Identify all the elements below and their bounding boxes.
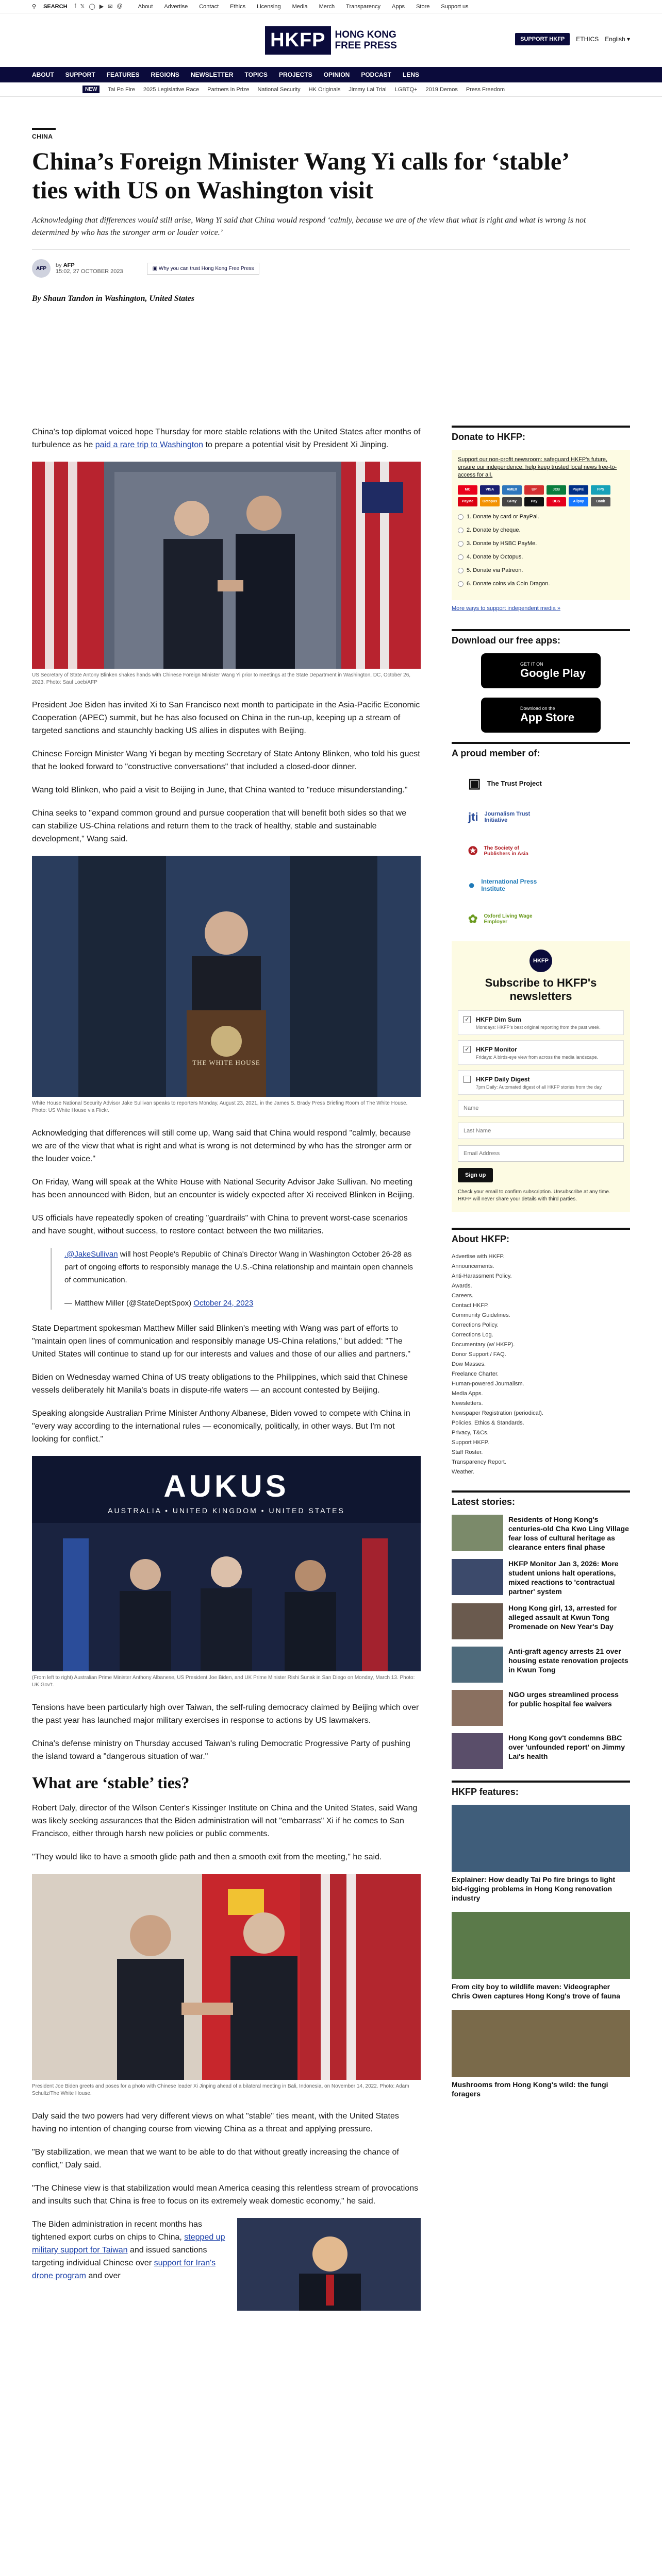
about-link[interactable]: Documentary (w/ HKFP). [452,1342,515,1348]
latest-story[interactable] [452,1559,630,1596]
logo-line: FREE PRESS [335,40,397,51]
publish-date: 15:02, 27 OCTOBER 2023 [56,268,123,275]
trust-icon: ▣ [152,265,158,272]
story-title[interactable]: Hong Kong gov't condemns BBC over 'unfounded report' on Jimmy Lai's health [508,1734,625,1760]
member-logo[interactable] [452,868,630,902]
paragraph: Wang told Blinken, who paid a visit to Beijing in June, that China wanted to "reduce misunderstanding." [32,786,408,794]
nav-item[interactable]: TOPICS [244,71,268,78]
radio-icon [458,581,464,587]
donate-option[interactable] [458,540,624,547]
article-author: By Shaun Tandon in Washington, United States [32,294,194,303]
story-thumbnail[interactable] [452,1647,503,1683]
figure [32,1874,421,2097]
sidebar [452,426,630,2108]
nav-item[interactable]: NEWSLETTER [190,71,234,78]
inline-link[interactable]: support for Iran's drone program [32,2259,216,2280]
checkbox[interactable]: ✓ [464,1046,471,1053]
photo-biden-xi [32,1874,421,2080]
option-label: 5. Donate via Patreon. [467,567,523,573]
photo-caption: (From left to right) Australian Prime Minister Anthony Albanese, US President Joe Biden, and UK Prime Minister Rishi Sunak in San Diego on Monday, March 13. Photo: UK Gov't. [32,1675,415,1688]
trending-item[interactable]: HK Originals [308,86,341,93]
about-links [452,1252,630,1477]
google-play-badge[interactable] [481,653,601,688]
article-body [32,426,421,2311]
member-name: International Press Institute [481,878,537,892]
option-text [476,1015,601,1030]
figure [32,1456,421,1689]
photo-blinken-wang [32,462,421,669]
checkbox[interactable]: ✓ [464,1016,471,1023]
option-name: HKFP Monitor [476,1046,517,1053]
last-name-input[interactable]: Last Name [458,1123,624,1139]
youtube-icon[interactable]: ▶ [99,4,104,10]
byline [32,259,630,278]
paragraph: Chinese Foreign Minister Wang Yi began by meeting Secretary of State Antony Blinken, who told his guest that he looked forward to "constructive conversations" that included a closed-door dinner. [32,750,420,771]
radio-icon [458,514,464,520]
option-text [476,1075,603,1090]
top-link[interactable]: Merch [319,3,335,10]
language-label: English [605,36,625,43]
app-store-badge[interactable] [481,698,601,733]
language-selector[interactable]: English ▾ [605,36,630,43]
trending-item[interactable]: National Security [257,86,301,93]
member-name: The Trust Project [487,779,542,787]
feature-story[interactable] [452,1805,630,1903]
option-desc: Fridays: A birds-eye view from across the media landscape. [476,1055,599,1060]
payment-method-icon: Bank [591,497,610,506]
latest-story[interactable] [452,1603,630,1639]
photo-caption: White House National Security Advisor Jake Sullivan speaks to reporters Monday, August 23, 2021, in the James S. Brady Press Briefing Room of The White House. Photo: US White House via Flickr. [32,1100,408,1113]
feature-story[interactable] [452,2010,630,2098]
header-actions [515,33,630,45]
radio-icon [458,568,464,573]
nav-item[interactable]: OPINION [323,71,350,78]
site-logo[interactable] [265,26,397,55]
about-link[interactable]: Careers. [452,1293,474,1299]
trending-item[interactable]: Jimmy Lai Trial [349,86,387,93]
about-link[interactable]: Anti-Harassment Policy. [452,1273,512,1279]
payment-method-icon: UP [524,485,544,495]
member-logos [452,766,630,936]
figure [32,462,421,686]
top-link[interactable]: Ethics [230,3,246,10]
byline-by: by [56,262,62,268]
paragraph: "The Chinese view is that stabilization would mean America ceasing this relentless stream of provocations and insults such that China is free to focus on its extremely weak domestic economy," he said. [32,2184,419,2206]
latest-story[interactable] [452,1515,630,1552]
option-label: 2. Donate by cheque. [467,527,521,533]
story-title[interactable]: NGO urges streamlined process for public hospital fee waivers [508,1690,619,1708]
option-text [476,1045,598,1060]
top-link[interactable]: Transparency [346,3,380,10]
radio-icon [458,541,464,547]
paragraph: US officials have repeatedly spoken of creating "guardrails" with China to prevent worst-case scenarios and have sought, without success, to restore contact between the two militaries. [32,1214,408,1235]
option-desc: 7pm Daily: Automated digest of all HKFP stories from the day. [476,1084,603,1090]
photo-aukus [32,1456,421,1671]
option-label: 6. Donate coins via Coin Dragon. [467,581,550,587]
paragraph: China seeks to "expand common ground and pursue cooperation that will benefit both sides so that we can stabilize US-China relations and return them to the track of healthy, stable and sustainable development," Wang said. [32,809,407,843]
inline-link[interactable]: paid a rare trip to Washington [95,440,204,449]
top-link[interactable]: Apps [391,3,405,10]
about-link[interactable]: Staff Roster. [452,1449,483,1455]
embedded-tweet [51,1248,421,1310]
latest-story[interactable] [452,1690,630,1726]
living-wage-icon: ✿ [468,912,478,925]
apps-heading: Download our free apps: [452,629,630,646]
podium-sign: THE WHITE HOUSE [192,1059,260,1066]
member-heading: A proud member of: [452,742,630,759]
about-link[interactable]: Privacy, T&Cs. [452,1430,489,1436]
badge-big: App Store [520,711,575,724]
payment-method-icon: PayPal [569,485,588,495]
top-link[interactable]: Advertise [164,3,188,10]
feature-story[interactable] [452,1912,630,2001]
checkbox[interactable] [464,1076,471,1083]
trending-item[interactable]: Tai Po Fire [108,86,135,93]
paragraph: "They would like to have a smooth glide path and then a smooth exit from the meeting," he said. [32,1853,382,1861]
about-link[interactable]: Advertise with HKFP. [452,1253,505,1260]
more-ways-link[interactable]: More ways to support independent media » [452,605,560,612]
threads-icon[interactable]: @ [117,3,123,9]
payment-method-icon: GPay [502,497,522,506]
paragraph: Daly said the two powers had very different views on what "stable" ties meant, with the United States having no intention of changing course from viewing China as a threat and applying pressure. [32,2112,399,2133]
story-thumbnail[interactable] [452,1733,503,1769]
feature-thumbnail[interactable] [452,1805,630,1872]
option-desc: Mondays: HKFP's best original reporting from the past week. [476,1025,601,1030]
option-name: HKFP Daily Digest [476,1076,530,1083]
paragraph: China's defense ministry on Thursday accused Taiwan's ruling Democratic Progressive Party of pushing the island toward a "dangerous situation of war." [32,1739,410,1761]
story-thumbnail[interactable] [452,1603,503,1639]
payment-method-icon: Pay [524,497,544,506]
trending-item[interactable]: Partners in Prize [207,86,250,93]
facebook-icon[interactable]: f [74,3,76,9]
features-heading: HKFP features: [452,1781,630,1798]
badge-small: GET IT ON [520,662,543,667]
byline-text [56,262,123,275]
aukus-banner: AUKUS [163,1469,289,1503]
donate-option[interactable] [458,514,624,520]
figure [32,856,421,1114]
top-link[interactable]: Contact [199,3,219,10]
nav-item[interactable]: PROJECTS [278,71,312,78]
feature-thumbnail[interactable] [452,2010,630,2077]
donate-option[interactable] [458,554,624,560]
story-thumbnail[interactable] [452,1515,503,1551]
payment-method-icon: DBS [547,497,566,506]
logo-mark: HKFP [265,26,330,55]
ethics-link[interactable]: ETHICS [576,36,599,43]
feature-title[interactable]: Explainer: How deadly Tai Po fire brings to light bid-rigging problems in Hong Kong renovation industry [452,1875,616,1902]
text: China's top diplomat voiced hope Thursday for more stable relations with the United States after months of turbulence as he [32,428,421,449]
about-link[interactable]: Dow Masses. [452,1361,486,1367]
trending-item[interactable]: LGBTQ+ [394,86,418,93]
text: The Biden administration in recent months has tightened export curbs on chips to China, [32,2220,202,2242]
story-thumbnail[interactable] [452,1690,503,1726]
member-name: The Society of Publishers in Asia [484,845,528,857]
top-link[interactable]: Media [292,3,308,10]
search-icon[interactable]: ⚲ [32,4,37,10]
top-link[interactable]: Support us [441,3,469,10]
photo-illustration [237,2218,421,2311]
inline-link[interactable]: stepped up military support for Taiwan [32,2233,225,2255]
about-link[interactable]: Newspaper Registration (periodical). [452,1410,543,1416]
newsletter-box [452,941,630,1212]
tweet-text [64,1248,421,1286]
about-link[interactable]: Announcements. [452,1263,494,1269]
tweet-mention[interactable]: .@JakeSullivan [64,1250,118,1259]
trending-bar [0,82,662,97]
paragraph: President Joe Biden has invited Xi to San Francisco next month to participate in the Asia-Pacific Economic Cooperation (APEC) summit, but he has also focused on China in the run-up, keeping up a stream of targeted sanctions and staunchly backing US allies in disputes with Beijing. [32,701,420,735]
nav-item[interactable]: PODCAST [361,71,391,78]
payment-method-icon: VISA [480,485,500,495]
x-icon[interactable]: 𝕏 [80,4,85,10]
trending-item[interactable]: Press Freedom [466,86,505,93]
paragraph: "By stabilization, we mean that we want to be able to do that without greatly increasing the chance of conflict," Daly said. [32,2148,399,2170]
story-title[interactable]: Anti-graft agency arrests 21 over housing estate renovation projects in Kwun Tong [508,1647,628,1674]
logo-text [335,29,397,51]
donate-blurb [458,456,624,479]
signup-button[interactable]: Sign up [458,1168,493,1182]
paragraph: On Friday, Wang will speak at the White House with National Security Advisor Jake Sullivan. No meeting has been announced with Biden, but an encounter is widely expected after Xi received Blinken in Beijing. [32,1178,415,1199]
article-lede: Acknowledging that differences would still arise, Wang Yi said that China would respond ‘calmly, because we are of the view that what is right and what is wrong is not determined by who has the stronger arm or louder voice.’ [32,216,586,237]
photo-illustration [32,462,421,669]
paragraph [32,2218,228,2300]
new-badge: NEW [82,86,100,93]
about-link[interactable]: Community Guidelines. [452,1312,510,1318]
option-label: 4. Donate by Octopus. [467,554,523,560]
option-name: HKFP Dim Sum [476,1016,521,1023]
text: and over [86,2272,121,2280]
member-name: Oxford Living Wage Employer [484,913,533,925]
latest-story[interactable] [452,1647,630,1683]
badge-big: Google Play [520,667,586,680]
donate-option[interactable] [458,527,624,533]
ipi-icon: ● [468,878,475,891]
member-logo[interactable] [452,800,630,834]
about-link[interactable]: Freelance Charter. [452,1371,499,1377]
paragraph: Speaking alongside Australian Prime Minister Anthony Albanese, Biden vowed to compete with China in "every way according to the international rules — economically, politically, in other ways. But I'm not looking for conflict." [32,1409,410,1444]
trending-item[interactable]: 2019 Demos [425,86,458,93]
story-title[interactable]: Residents of Hong Kong's centuries-old Cha Kwo Ling Village fear loss of cultural heritage as clearance enters final phase [508,1515,629,1551]
inline-photo [237,2218,421,2311]
trust-project-icon: ▣ [468,775,481,791]
trust-link[interactable] [147,263,260,275]
payment-method-icon: FPS [591,485,610,495]
about-link[interactable]: Newsletters. [452,1400,483,1406]
payment-methods [458,485,624,506]
photo-caption: US Secretary of State Antony Blinken shakes hands with Chinese Foreign Minister Wang Yi prior to meetings at the State Department in Washington, DC, October 26, 2023. Photo: Saul Loeb/AFP [32,672,411,685]
story-title[interactable]: HKFP Monitor Jan 3, 2026: More student unions halt operations, mixed reactions to 'contractual partner' system [508,1560,619,1596]
payment-method-icon: AMEX [502,485,522,495]
nav-item[interactable]: FEATURES [106,71,140,78]
tweet-signature [64,1297,421,1310]
nav-item[interactable]: ABOUT [32,71,54,78]
trending-item[interactable]: 2025 Legislative Race [143,86,200,93]
text: will host People's Republic of China's Director Wang in Washington October 26-28 as part of ongoing efforts to responsibly manage the U.S.-China relationship and maintain open channels of communication. [64,1250,413,1284]
newsletter-option[interactable] [458,1040,624,1065]
photo-caption: President Joe Biden greets and poses for a photo with Chinese leader Xi Jinping ahead of a bilateral meeting in Bali, Indonesia, on November 14, 2022. Photo: Adam Schultz/The White House. [32,2083,409,2096]
latest-heading: Latest stories: [452,1490,630,1507]
about-heading: About HKFP: [452,1228,630,1245]
paragraph: Robert Daly, director of the Wilson Center's Kissinger Institute on China and the United States, said Wang was likely seeking assurances that the Biden administration will not "embarrass" Xi if he comes to San Francisco, either through harsh new policies or public comments. [32,1804,418,1838]
paragraph-with-image [32,2218,421,2311]
byline-author[interactable]: AFP [63,262,75,268]
nav-item[interactable]: REGIONS [151,71,179,78]
paragraph: Biden on Wednesday warned China of US treaty obligations to the Philippines, which said that Chinese vessels deliberately hit Manila's boats in dispute-rife waters — an account contested by Beijing. [32,1373,408,1395]
member-logo[interactable] [452,834,630,868]
page-title: China’s Foreign Minister Wang Yi calls for ‘stable’ ties with US on Washington visit [32,148,568,204]
radio-icon [458,528,464,533]
member-name: Journalism Trust Initiative [484,811,531,823]
donate-box [452,450,630,600]
newsletter-option[interactable] [458,1070,624,1095]
jti-icon: jti [468,810,478,823]
top-utility-bar [0,0,662,13]
logo-line: HONG KONG [335,29,396,40]
photo-sullivan [32,856,421,1097]
section-heading: What are ‘stable’ ties? [32,1773,190,1792]
paragraph: Tensions have been particularly high over Taiwan, the self-ruling democracy claimed by Beijing which over the past year has launched major military exercises in response to actions by US lawmakers. [32,1703,419,1725]
text: — Matthew Miller (@StateDeptSpox) [64,1299,194,1308]
about-link[interactable]: Corrections Policy. [452,1322,499,1328]
trust-label: Why you can trust Hong Kong Free Press [158,265,254,272]
payment-method-icon: PayMe [458,497,477,506]
support-button[interactable]: SUPPORT HKFP [515,33,570,45]
feature-title[interactable]: Mushrooms from Hong Kong's wild: the fungi foragers [452,2080,608,2098]
donate-option[interactable] [458,581,624,587]
member-logo[interactable] [452,766,630,800]
about-link[interactable]: Transparency Report. [452,1459,506,1465]
about-link[interactable]: Donor Support / FAQ. [452,1351,506,1358]
about-link[interactable]: Media Apps. [452,1391,483,1397]
payment-method-icon: MC [458,485,477,495]
about-link[interactable]: Human-powered Journalism. [452,1381,524,1387]
story-title[interactable]: Hong Kong girl, 13, arrested for alleged assault at Kwun Tong Promenade on New Year's Day [508,1604,617,1631]
sopa-icon: ✪ [468,844,478,857]
social-icons [75,3,123,10]
nav-item[interactable]: SUPPORT [65,71,95,78]
newsletter-note: Check your email to confirm subscription. Unsubscribe at any time. HKFP will never share your details with third parties. [458,1189,610,1202]
option-label: 1. Donate by card or PayPal. [467,514,539,520]
text: and issued sanctions targeting individual Chinese over [32,2246,207,2267]
search-link[interactable]: SEARCH [43,3,68,10]
main-nav [0,67,662,82]
about-link[interactable]: Awards. [452,1283,472,1289]
tweet-date-link[interactable]: October 24, 2023 [193,1299,254,1308]
paragraph [32,426,421,451]
text: to prepare a potential visit by President Xi Jinping. [203,440,389,449]
paragraph: State Department spokesman Matthew Miller said Blinken's meeting with Wang was part of efforts to "maintain open lines of communication and responsibly manage US-China relations," but added: "The United States will continue to stand up for our interests and values and those of our allies and partners." [32,1324,411,1359]
top-links [138,4,469,10]
latest-story[interactable] [452,1733,630,1769]
about-link[interactable]: Corrections Log. [452,1332,493,1338]
story-thumbnail[interactable] [452,1559,503,1595]
top-link[interactable]: About [138,3,153,10]
about-link[interactable]: Contact HKFP. [452,1302,489,1309]
about-link[interactable]: Support HKFP. [452,1439,489,1446]
nav-item[interactable]: LENS [402,71,419,78]
avatar: AFP [32,259,51,278]
about-link[interactable]: Weather. [452,1469,474,1475]
feature-thumbnail[interactable] [452,1912,630,1979]
email-input[interactable]: Email Address [458,1145,624,1162]
payment-method-icon: Alipay [569,497,588,506]
feature-stories [452,1805,630,2098]
newsletter-logo: HKFP [529,950,552,972]
site-header [0,13,662,67]
about-link[interactable]: Policies, Ethics & Standards. [452,1420,524,1426]
instagram-icon[interactable]: ◯ [89,4,95,10]
option-label: 3. Donate by HSBC PayMe. [467,540,537,547]
badge-small: Download on the [520,706,555,711]
divider [32,249,630,250]
section-label[interactable]: CHINA [32,128,56,140]
first-name-input[interactable]: Name [458,1100,624,1116]
photo-illustration [32,1874,421,2080]
email-icon[interactable]: ✉ [108,4,113,10]
payment-method-icon: JCB [547,485,566,495]
newsletter-title: Subscribe to HKFP's newsletters [485,976,597,1003]
payment-method-icon: Octopus [480,497,500,506]
aukus-banner-sub: AUSTRALIA • UNITED KINGDOM • UNITED STATES [108,1506,345,1515]
text: Support our non-profit newsroom: safeguard HKFP's future, ensure our independence, help keep trusted local news free-to-access for all. [458,456,617,478]
paragraph: Acknowledging that differences will still come up, Wang said that China would respond "calmly, because we are of the view that what is right and what is wrong is not determined by who has the stronger arm or the louder voice." [32,1129,412,1163]
feature-title[interactable]: From city boy to wildlife maven: Videographer Chris Owen captures Hong Kong's trove of fauna [452,1982,620,2000]
radio-icon [458,554,464,560]
newsletter-option[interactable] [458,1010,624,1035]
latest-stories [452,1515,630,1769]
article-header [0,128,662,303]
top-link[interactable]: Store [416,3,430,10]
donate-heading: Donate to HKFP: [452,426,630,443]
top-link[interactable]: Licensing [257,3,281,10]
member-logo[interactable] [452,902,630,936]
donate-option[interactable] [458,567,624,573]
